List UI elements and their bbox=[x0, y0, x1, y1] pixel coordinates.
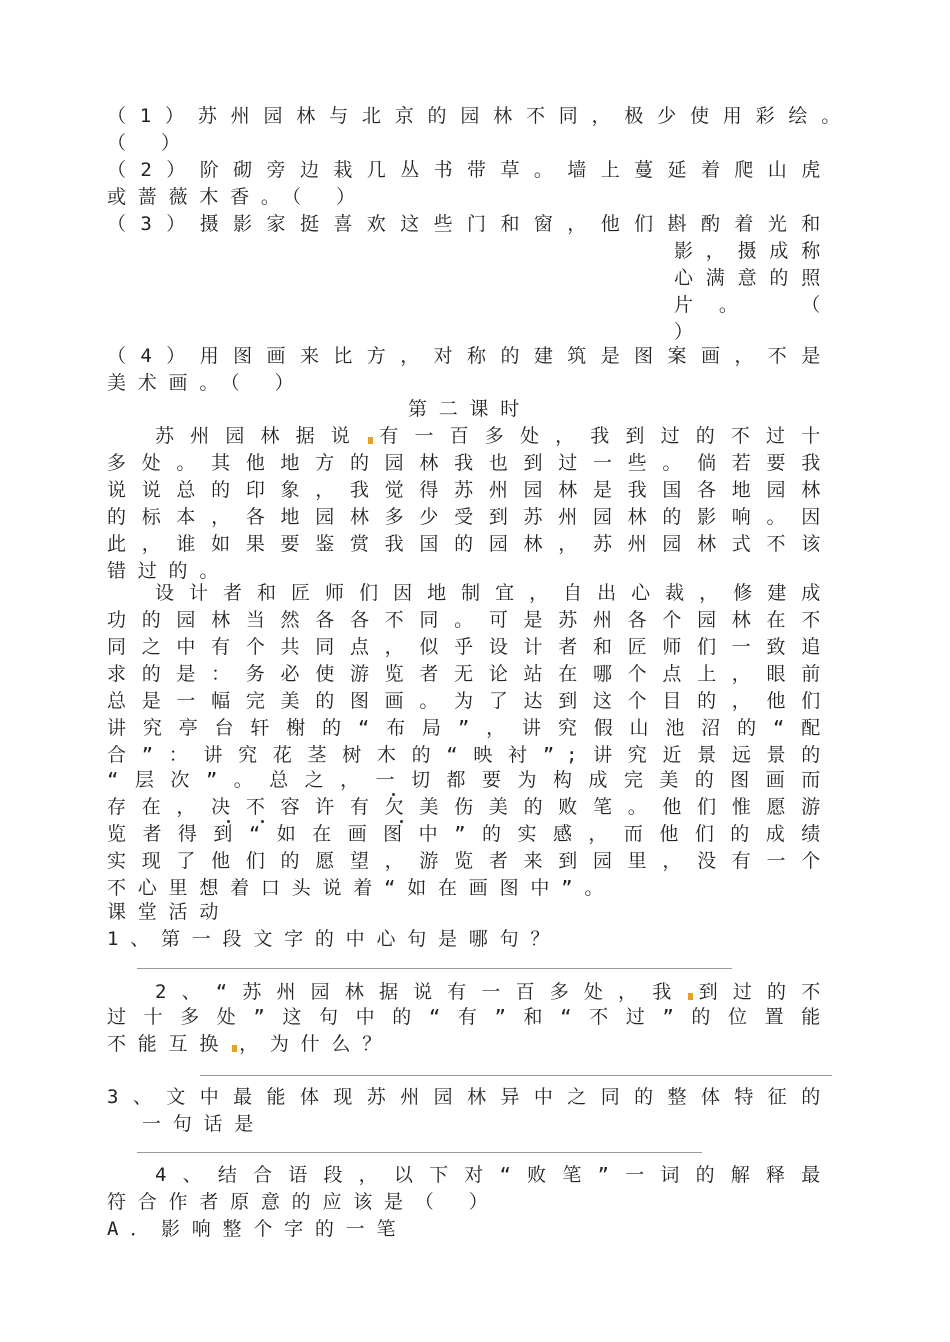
passage-text: 美伤美的败笔。他们惟愿游 bbox=[419, 796, 833, 818]
exercise-item-3-cont: 片。 （ bbox=[674, 294, 832, 316]
question-text: 2、“苏州园林据说有一百多处，我 bbox=[155, 981, 687, 1003]
question-text: 不能互换 bbox=[107, 1033, 231, 1055]
answer-line[interactable] bbox=[200, 1075, 832, 1076]
question-1: 1、第一段文字的中心句是哪句？ bbox=[107, 928, 562, 950]
passage-text: 容许有 bbox=[280, 796, 385, 818]
emphasized-char: 欠 bbox=[384, 796, 420, 818]
passage-text: 苏州园林据说 bbox=[155, 425, 366, 447]
highlight-marker bbox=[368, 437, 373, 444]
passage-text: 有一百多处，我到过的不过十 bbox=[374, 425, 832, 447]
emphasized-char: 一 bbox=[375, 769, 412, 791]
highlight-marker bbox=[688, 993, 693, 1000]
passage-line: 错过的。 bbox=[107, 560, 231, 582]
passage-line: 此，谁如果要鉴赏我国的园林，苏州园林式不该 bbox=[107, 533, 832, 555]
passage-line: 合”：讲究花茎树木的“映衬”;讲究近景远景的 bbox=[107, 744, 832, 766]
lesson-title: 第二课时 bbox=[407, 398, 532, 420]
passage-line bbox=[107, 794, 832, 821]
exercise-item-4-cont: 美术画。（ ） bbox=[107, 372, 306, 394]
exercise-item-1-answer: （ ） bbox=[107, 132, 192, 154]
passage-line: 设计者和匠师们因地制宜，自出心裁，修建成 bbox=[155, 582, 832, 604]
emphasized-char: 决 bbox=[211, 796, 246, 818]
emphasized-char: 不 bbox=[245, 796, 281, 818]
passage-line bbox=[155, 423, 832, 450]
activity-heading: 课堂活动 bbox=[107, 901, 231, 923]
exercise-item-3: （3）摄影家挺喜欢这些门和窗，他们斟酌着光和 bbox=[107, 213, 832, 235]
question-text: ，为什么？ bbox=[239, 1033, 394, 1055]
passage-line: 说说总的印象，我觉得苏州园林是我国各地园林 bbox=[107, 479, 832, 501]
question-4-cont: 符合作者原意的应该是（ ） bbox=[107, 1191, 500, 1213]
exercise-item-3-cont: 影，摄成称 bbox=[674, 240, 832, 262]
exercise-item-2-cont: 或蔷薇木香。（ ） bbox=[107, 186, 367, 208]
exercise-item-1: （1）苏州园林与北京的园林不同，极少使用彩绘。 bbox=[107, 105, 852, 127]
question-3-cont: 一句话是 bbox=[142, 1113, 266, 1135]
question-2-cont: 过十多处”这句中的“有”和“不过”的位置能 bbox=[107, 1006, 832, 1028]
exercise-item-4: （4）用图画来比方，对称的建筑是图案画，不是 bbox=[107, 345, 832, 367]
question-2-cont bbox=[107, 1031, 832, 1058]
passage-text: “层次”。总之， bbox=[107, 769, 376, 791]
question-3: 3、文中最能体现苏州园林异中之同的整体特征的 bbox=[107, 1086, 832, 1108]
passage-line: 不心里想着口头说着“如在画图中”。 bbox=[107, 877, 616, 899]
question-2 bbox=[155, 979, 832, 1006]
passage-line: 览者得到“如在画图中”的实感，而他们的成绩 bbox=[107, 823, 832, 845]
highlight-marker bbox=[232, 1045, 237, 1052]
passage-line: 求的是：务必使游览者无论站在哪个点上，眼前 bbox=[107, 663, 832, 685]
exercise-item-3-answer: ） bbox=[674, 321, 705, 343]
exercise-item-2: （2）阶砌旁边栽几丛书带草。墙上蔓延着爬山虎 bbox=[107, 159, 832, 181]
passage-text: 存在， bbox=[107, 796, 212, 818]
exercise-item-3-cont: 心满意的照 bbox=[674, 267, 832, 289]
passage-line: 总是一幅完美的图画。为了达到这个目的，他们 bbox=[107, 690, 832, 712]
passage-line: 同之中有个共同点，似乎设计者和匠师们一致追 bbox=[107, 636, 832, 658]
passage-line: 功的园林当然各各不同。可是苏州各个园林在不 bbox=[107, 609, 832, 631]
passage-line: 讲究亭台轩榭的“布局”，讲究假山池沼的“配 bbox=[107, 717, 832, 739]
answer-line[interactable] bbox=[137, 1152, 702, 1153]
passage-line: 多处。其他地方的园林我也到过一些。倘若要我 bbox=[107, 452, 832, 474]
passage-text: 切都要为构成完美的图画而 bbox=[411, 769, 832, 791]
question-text: 到过的不 bbox=[695, 981, 832, 1003]
passage-line: 的标本，各地园林多少受到苏州园林的影响。因 bbox=[107, 506, 832, 528]
passage-line: 实现了他们的愿望，游览者来到园里，没有一个 bbox=[107, 850, 832, 872]
passage-line bbox=[107, 767, 832, 794]
option-a: A．影响整个字的一笔 bbox=[107, 1218, 408, 1240]
answer-line[interactable] bbox=[137, 968, 732, 969]
question-4: 4、结合语段，以下对“败笔”一词的解释最 bbox=[155, 1164, 832, 1186]
